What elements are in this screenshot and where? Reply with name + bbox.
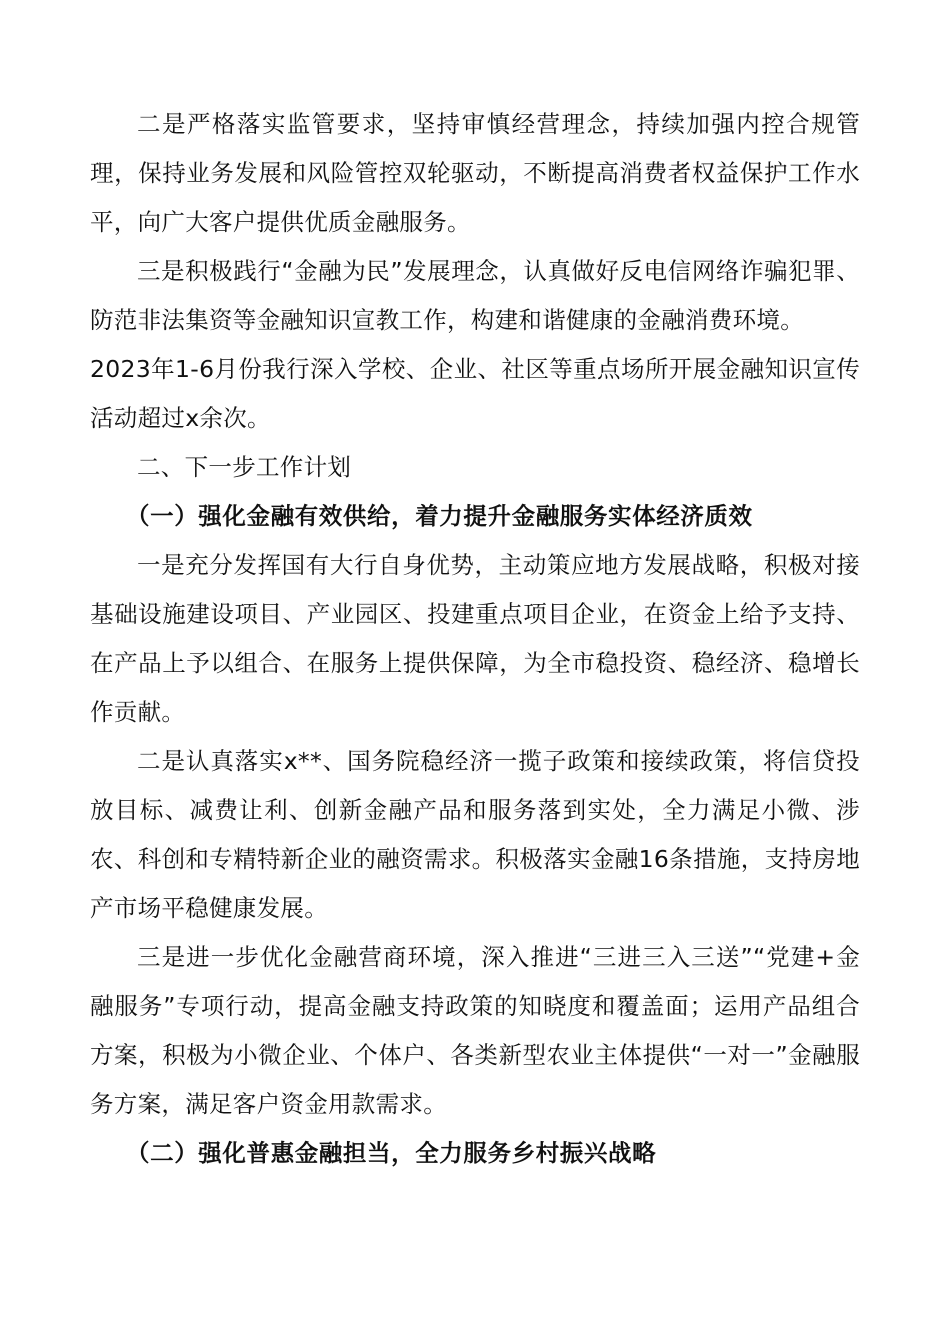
subsection-heading-effective-supply: （一）强化金融有效供给，着力提升金融服务实体经济质效 xyxy=(126,502,753,530)
paragraph-education-activities: 2023年1-6月份我行深入学校、企业、社区等重点场所开展金融知识宣传活动超过x余次。 xyxy=(90,355,860,432)
paragraph-policy-implementation: 二是认真落实x**、国务院稳经济一揽子政策和接续政策，将信贷投放目标、减费让利、创新金融产品和服务落到实处，全力满足小微、涉农、科创和专精特新企业的融资需求。积极落实金融16条措施，支持房地产市场平稳健康发展。 xyxy=(90,747,860,922)
paragraph-business-environment: 三是进一步优化金融营商环境，深入推进“三进三入三送”“党建+金融服务”专项行动，提高金融支持政策的知晓度和覆盖面；运用产品组合方案，积极为小微企业、个体户、各类新型农业主体提供“一对一”金融服务方案，满足客户资金用款需求。 xyxy=(90,943,860,1118)
section-heading-next-steps: 二、下一步工作计划 xyxy=(137,453,352,481)
paragraph-regulation-compliance: 二是严格落实监管要求，坚持审慎经营理念，持续加强内控合规管理，保持业务发展和风险管控双轮驱动，不断提高消费者权益保护工作水平，向广大客户提供优质金融服务。 xyxy=(90,110,860,236)
paragraph-state-bank-advantages: 一是充分发挥国有大行自身优势，主动策应地方发展战略，积极对接基础设施建设项目、产业园区、投建重点项目企业，在资金上给予支持、在产品上予以组合、在服务上提供保障，为全市稳投资、稳经济、稳增长作贡献。 xyxy=(90,551,860,726)
paragraph-finance-for-people: 三是积极践行“金融为民”发展理念，认真做好反电信网络诈骗犯罪、防范非法集资等金融知识宣教工作，构建和谐健康的金融消费环境。 xyxy=(90,257,860,334)
document-body xyxy=(90,100,860,1178)
subsection-heading-inclusive-finance: （二）强化普惠金融担当，全力服务乡村振兴战略 xyxy=(126,1139,657,1167)
